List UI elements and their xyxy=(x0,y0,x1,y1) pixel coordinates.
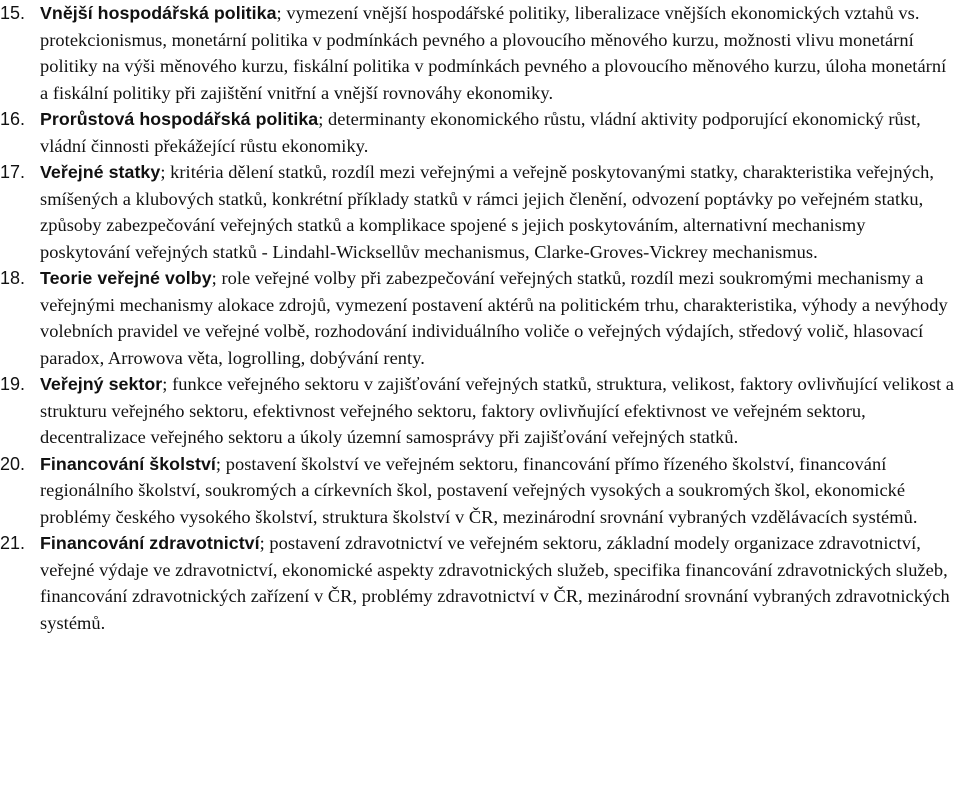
item-text: ; vymezení vnější hospodářské politiky, liberalizace vnějších ekonomických vztahů vs. protekcionismus, monetární politika v podmínkách pevného a plovoucího měnového kurzu, možnosti vlivu monetární politiky na výši měnového kurzu, fiskální politika v podmínkách pevného a plovoucího měnového kurzu, úloha monetární a fiskální politiky při zajištění vnitřní a vnější rovnováhy ekonomiky. xyxy=(40,3,947,103)
list-item-18 xyxy=(0,265,960,371)
list-item-15 xyxy=(0,0,960,106)
item-heading: Prorůstová hospodářská politika xyxy=(40,109,319,129)
item-heading: Financování zdravotnictví xyxy=(40,533,260,553)
list-item-17 xyxy=(0,159,960,265)
item-number: 21. xyxy=(0,533,26,553)
item-number: 16. xyxy=(0,109,26,129)
item-paragraph xyxy=(40,159,956,265)
item-paragraph xyxy=(40,106,956,159)
item-paragraph xyxy=(40,530,956,636)
item-paragraph xyxy=(40,0,956,106)
item-heading: Teorie veřejné volby xyxy=(40,268,212,288)
item-number: 15. xyxy=(0,3,26,23)
item-paragraph xyxy=(40,371,956,451)
list-item-20 xyxy=(0,451,960,531)
item-number: 17. xyxy=(0,162,26,182)
item-heading: Financování školství xyxy=(40,453,216,474)
list-item-21 xyxy=(0,530,960,636)
item-paragraph xyxy=(40,451,956,531)
item-text: ; postavení školství ve veřejném sektoru, financování přímo řízeného školství, financování regionálního školství, soukromých a církevních škol, postavení veřejných vysokých a soukromých škol, ekonomické problémy českého vysokého školství, struktura školství v ČR, mezinárodní srovnání vybraných vzdělávacích systémů. xyxy=(40,453,918,527)
item-text: ; determinanty ekonomického růstu, vládní aktivity podporující ekonomický růst, vládní činnosti překážející růstu ekonomiky. xyxy=(40,109,921,156)
list-item-16 xyxy=(0,106,960,159)
item-number: 18. xyxy=(0,268,26,288)
item-text: ; kritéria dělení statků, rozdíl mezi veřejnými a veřejně poskytovanými statky, charakteristika veřejných, smíšených a klubových statků, konkrétní příklady statků v rámci jejich členění, odvození poptávky po veřejném statku, způsoby zabezpečování veřejných statků a komplikace spojené s jejich poskytováním, alternativní mechanismy poskytování veřejných statků - Lindahl-Wicksellův mechanismus, Clarke-Groves-Vickrey mechanismus. xyxy=(40,162,935,262)
item-heading: Vnější hospodářská politika xyxy=(40,3,277,23)
item-heading: Veřejný sektor xyxy=(40,374,163,394)
item-text: ; funkce veřejného sektoru v zajišťování veřejných statků, struktura, velikost, faktory ovlivňující velikost a strukturu veřejného sektoru, efektivnost veřejného sektoru, faktory ovlivňující efektivnost ve veřejném sektoru, decentralizace veřejného sektoru a úkoly územní samosprávy při zajišťování veřejných statků. xyxy=(40,374,954,447)
item-number: 20. xyxy=(0,453,26,474)
item-text: ; role veřejné volby při zabezpečování veřejných statků, rozdíl mezi soukromými mechanismy a veřejnými mechanismy alokace zdrojů, vymezení postavení aktérů na politickém trhu, charakteristika, výhody a nevýhody volebních pravidel ve veřejné volbě, rozhodování individuálního voliče o veřejných výdajích, středový volič, hlasovací paradox, Arrowova věta, logrolling, dobývání renty. xyxy=(40,268,948,368)
list-item-19 xyxy=(0,371,960,451)
item-paragraph xyxy=(40,265,956,371)
item-heading: Veřejné statky xyxy=(40,162,161,182)
item-text: ; postavení zdravotnictví ve veřejném sektoru, základní modely organizace zdravotnictví, veřejné výdaje ve zdravotnictví, ekonomické aspekty zdravotnických služeb, specifika financování zdravotnických služeb, financování zdravotnických zařízení v ČR, problémy zdravotnictví v ČR, mezinárodní srovnání vybraných zdravotnických systémů. xyxy=(40,533,950,633)
item-number: 19. xyxy=(0,374,26,394)
